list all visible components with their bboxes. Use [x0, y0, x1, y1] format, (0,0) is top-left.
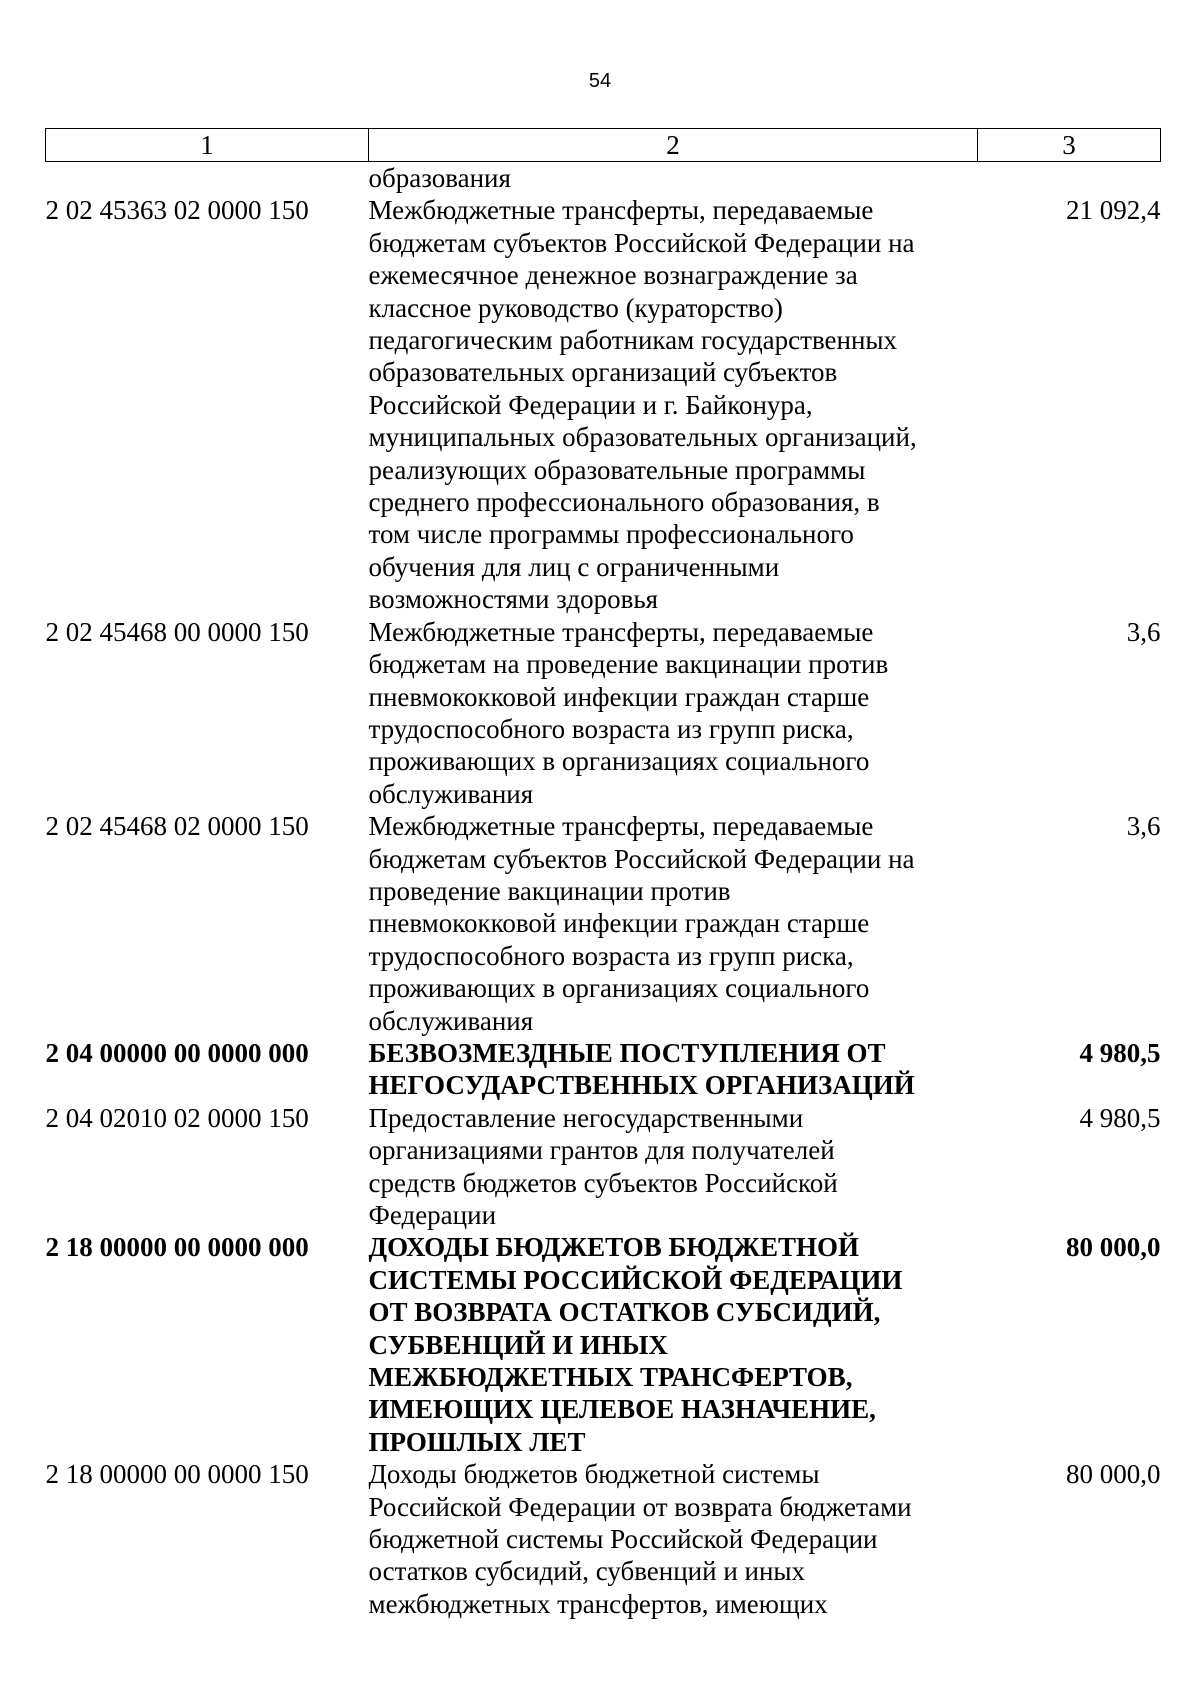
page-number: 54: [588, 70, 612, 92]
row-amount: 4 980,5: [1079, 1102, 1161, 1133]
description-line: средств бюджетов субъектов Российской: [368, 1167, 838, 1198]
description-line: бюджетам на проведение вакцинации против: [368, 649, 889, 680]
table-row: [46, 1102, 1161, 1232]
description-line: ежемесячное денежное вознаграждение за: [368, 260, 858, 291]
row-description: [369, 194, 978, 615]
row-code: 2 18 00000 00 0000 150: [45, 1459, 309, 1490]
description-line: среднего профессионального образования, в: [368, 487, 880, 518]
row-code: 2 02 45468 02 0000 150: [45, 811, 309, 842]
budget-table: [45, 128, 1161, 1620]
row-code: 2 02 45363 02 0000 150: [45, 195, 309, 226]
column-header-amount: 3: [978, 129, 1161, 162]
description-line: Межбюджетные трансферты, передаваемые: [368, 616, 874, 647]
description-line: НЕГОСУДАРСТВЕННЫХ ОРГАНИЗАЦИЙ: [368, 1070, 915, 1101]
table-row: [46, 1231, 1161, 1458]
row-description: [369, 1037, 978, 1102]
row-amount: 3,6: [1126, 811, 1161, 842]
row-amount: 21 092,4: [1066, 195, 1161, 226]
row-code: [46, 162, 369, 195]
description-line: трудоспособного возраста из групп риска,: [368, 940, 854, 971]
description-line: остатков субсидий, субвенций и иных: [368, 1556, 806, 1587]
description-line: организациями грантов для получателей: [368, 1135, 835, 1166]
description-line: реализующих образовательные программы: [368, 454, 866, 485]
description-line: бюджетам субъектов Российской Федерации на: [368, 227, 915, 258]
row-code: 2 04 00000 00 0000 000: [45, 1037, 309, 1068]
description-line: проведение вакцинации против: [368, 875, 731, 906]
description-line: классное руководство (кураторство): [368, 292, 783, 323]
description-line: Федерации: [368, 1200, 497, 1230]
description-line: ДОХОДЫ БЮДЖЕТОВ БЮДЖЕТНОЙ: [368, 1232, 860, 1263]
description-line: межбюджетных трансфертов, имеющих: [368, 1588, 828, 1619]
row-amount: 80 000,0: [1066, 1232, 1161, 1263]
description-line: возможностями здоровья: [368, 584, 659, 615]
description-line: ПРОШЛЫХ ЛЕТ: [368, 1426, 586, 1457]
row-description: [369, 616, 978, 810]
description-line: МЕЖБЮДЖЕТНЫХ ТРАНСФЕРТОВ,: [368, 1362, 853, 1393]
row-description: [369, 1231, 978, 1458]
table-row: [46, 162, 1161, 195]
header-row: [46, 129, 1161, 162]
row-code: 2 02 45468 00 0000 150: [45, 616, 309, 647]
description-line: образования: [368, 163, 511, 193]
table-header: [46, 129, 1161, 162]
row-amount: 3,6: [1126, 616, 1161, 647]
description-line: Российской Федерации и г. Байконура,: [368, 389, 813, 420]
row-amount: 4 980,5: [1079, 1037, 1161, 1068]
description-line: СИСТЕМЫ РОССИЙСКОЙ ФЕДЕРАЦИИ: [368, 1264, 903, 1295]
description-line: муниципальных образовательных организаций,: [368, 422, 917, 453]
description-line: Доходы бюджетов бюджетной системы: [368, 1459, 820, 1490]
row-description: [369, 810, 978, 1037]
description-line: Межбюджетные трансферты, передаваемые: [368, 195, 874, 226]
description-line: проживающих в организациях социального: [368, 973, 870, 1004]
description-line: обучения для лиц с ограниченными: [368, 551, 780, 582]
table-row: [46, 1037, 1161, 1102]
row-code: 2 18 00000 00 0000 000: [45, 1232, 309, 1263]
description-line: бюджетной системы Российской Федерации: [368, 1524, 878, 1555]
row-description: [369, 1458, 978, 1620]
row-description: [369, 162, 978, 195]
description-line: бюджетам субъектов Российской Федерации на: [368, 843, 915, 874]
row-amount: [978, 162, 1161, 195]
description-line: Предоставление негосударственными: [368, 1102, 804, 1133]
row-amount: 80 000,0: [1066, 1459, 1161, 1490]
row-description: [369, 1102, 978, 1232]
table-row: [46, 194, 1161, 615]
column-header-description: 2: [369, 129, 978, 162]
description-line: Российской Федерации от возврата бюджетами: [368, 1491, 912, 1522]
description-line: образовательных организаций субъектов: [368, 357, 838, 388]
description-line: трудоспособного возраста из групп риска,: [368, 713, 854, 744]
description-line: проживающих в организациях социального: [368, 746, 870, 777]
description-line: обслуживания: [368, 778, 534, 809]
description-line: БЕЗВОЗМЕЗДНЫЕ ПОСТУПЛЕНИЯ ОТ: [368, 1037, 886, 1068]
column-header-code: 1: [46, 129, 369, 162]
description-line: Межбюджетные трансферты, передаваемые: [368, 811, 874, 842]
table-body: [46, 162, 1161, 1621]
description-line: пневмококковой инфекции граждан старше: [368, 681, 870, 712]
table-row: [46, 1458, 1161, 1620]
table-row: [46, 810, 1161, 1037]
description-line: обслуживания: [368, 1005, 534, 1036]
description-line: СУБВЕНЦИЙ И ИНЫХ: [368, 1329, 668, 1360]
description-line: том числе программы профессионального: [368, 519, 854, 550]
description-line: ИМЕЮЩИХ ЦЕЛЕВОЕ НАЗНАЧЕНИЕ,: [368, 1394, 876, 1425]
row-code: 2 04 02010 02 0000 150: [45, 1102, 309, 1133]
description-line: пневмококковой инфекции граждан старше: [368, 908, 870, 939]
description-line: педагогическим работникам государственных: [368, 325, 898, 356]
table-row: [46, 616, 1161, 810]
description-line: ОТ ВОЗВРАТА ОСТАТКОВ СУБСИДИЙ,: [368, 1297, 881, 1328]
